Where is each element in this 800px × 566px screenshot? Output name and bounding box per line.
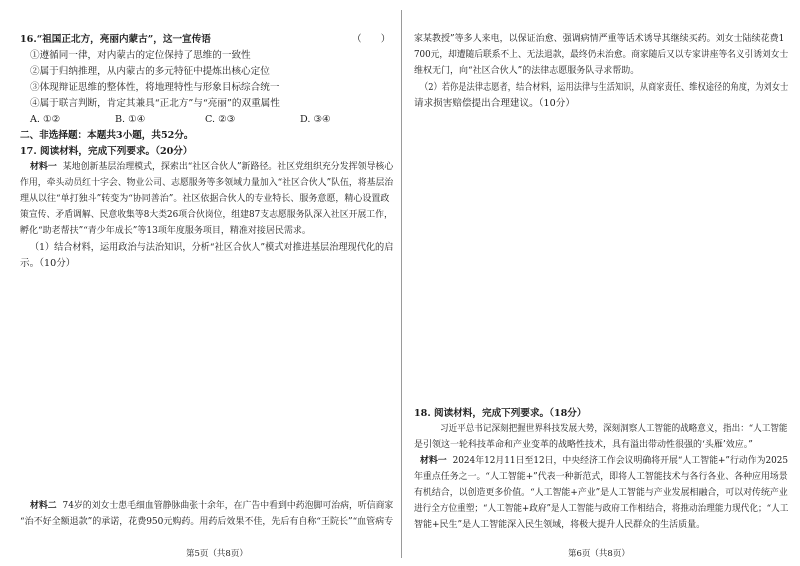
q17-material2-line-2: “治不好全额退款”的承诺，花费950元购药。用药后效果不佳，先后有自称“王院长”“血管病专 (20, 517, 394, 527)
q17-material2-cont-line-3: 维权无门，向“社区合伙人”的法律志愿服务队寻求帮助。 (414, 66, 640, 76)
q16-option-b: B. ①④ (115, 114, 146, 125)
q16-option-a: A. ①② (30, 114, 61, 125)
q16-option-c: C. ②③ (205, 114, 236, 125)
q17-material2-cont-line-2: 700元，却遭随后联系不上、无法退款，最终仍未治愈。商家随后又以专家讲座等名义引诱刘女士 (414, 50, 789, 60)
q18-stem: 18. 阅读材料，完成下列要求。（18分） (414, 408, 587, 419)
q16-option-d: D. ③④ (300, 114, 331, 125)
q17-material2-cont-line-1: 家某教授”等多人来电，以保证治愈、强调病情严重等话术诱导其继续买药。刘女士陆续花费1 (414, 34, 785, 44)
q18-material1-line-4: 进行全方位重塑；“人工智能+政府”是人工智能与政府工作相结合，将推动治理能力现代化；“人工 (414, 504, 789, 514)
page-footer-right: 第6页（共8页） (568, 549, 630, 559)
q16-item-1: ①遵循同一律，对内蒙古的定位保持了思维的一致性 (30, 50, 251, 61)
q17-material1-label: 材料一 (30, 162, 57, 172)
q17-material1-line-3: 理从以往“单打独斗”转变为“协同善治”。社区依据合伙人的专业特长、服务意愿，精心设置政 (20, 194, 390, 204)
q18-intro-line-1: 习近平总书记深刻把握世界科技发展大势，深刻洞察人工智能的战略意义，指出：“人工智能 (440, 424, 788, 434)
q17-material1-line-5: 孵化“助老帮扶”“青少年成长”等13项年度服务项目，精准对接居民需求。 (20, 226, 311, 236)
q18-intro-line-2: 是引领这一轮科技革命和产业变革的战略性技术，具有溢出带动性很强的‘头雁’效应。” (414, 440, 753, 450)
q17-sub1-line-2: 示。（10分） (20, 258, 76, 269)
q18-material1-line-2: 年重点任务之一。“人工智能+”代表一种新范式，即将人工智能技术与各行各业、各种应用场景 (414, 472, 788, 482)
q17-material1-line-1: 材料一 某地创新基层治理模式，探索出“社区合伙人”新路径。社区党组织充分发挥领导核心 (30, 162, 394, 172)
q18-material1-line-1: 材料一 2024年12月11日至12日，中央经济工作会议明确将开展“人工智能+”行动作为2025 (420, 456, 789, 466)
q18-material1-label: 材料一 (420, 456, 447, 466)
q17-sub1-line-1: （1）结合材料，运用政治与法治知识，分析“社区合伙人”模式对推进基层治理现代化的启 (30, 242, 394, 253)
q17-material1-line-2: 作用，牵头动员红十字会、物业公司、志愿服务等多领域力量加入“社区合伙人”队伍，将基层治 (20, 178, 394, 188)
q16-answer-paren: （ ） (352, 34, 391, 45)
q17-material2-label: 材料二 (30, 501, 57, 511)
q17-material1-line-4: 策宣传、矛盾调解、民意收集等8大类26项合伙岗位，组建87支志愿服务队深入社区开展工作， (20, 210, 393, 220)
q17-stem: 17. 阅读材料，完成下列要求。（20分） (20, 146, 193, 157)
q16-item-4: ④属于联言判断，肯定其兼具“正北方”与“亮丽”的双重属性 (30, 98, 280, 109)
q16-item-2: ②属于归纳推理，从内蒙古的多元特征中提炼出核心定位 (30, 66, 270, 77)
page-divider (401, 10, 402, 558)
section-heading: 二、非选择题：本题共3小题，共52分。 (20, 130, 194, 141)
q18-material1-line-3: 有机结合，以创造更多价值。“人工智能+产业”是人工智能与产业发展相融合，可以对传统产业 (414, 488, 788, 498)
q18-material1-line-5: 智能+民生”是人工智能深入民生领域，将极大提升人民群众的生活质量。 (414, 520, 706, 530)
q17-material2-line-1: 材料二 74岁的刘女士患毛细血管静脉曲张十余年，在广告中看到中药泡脚可治病，听信商家 (30, 501, 394, 511)
q17-sub2-line-2: 请求损害赔偿提出合理建议。（10分） (414, 98, 575, 109)
q17-sub2-line-1: （2）若你是法律志愿者，结合材料，运用法律与生活知识，从商家责任、维权途径的角度，为刘女士 (420, 82, 789, 93)
page-footer-left: 第5页（共8页） (186, 549, 248, 559)
q16-stem: 16.“祖国正北方，亮丽内蒙古”，这一宣传语 (20, 34, 211, 45)
q16-item-3: ③体现辩证思维的整体性，将地理特性与形象目标综合统一 (30, 82, 280, 93)
